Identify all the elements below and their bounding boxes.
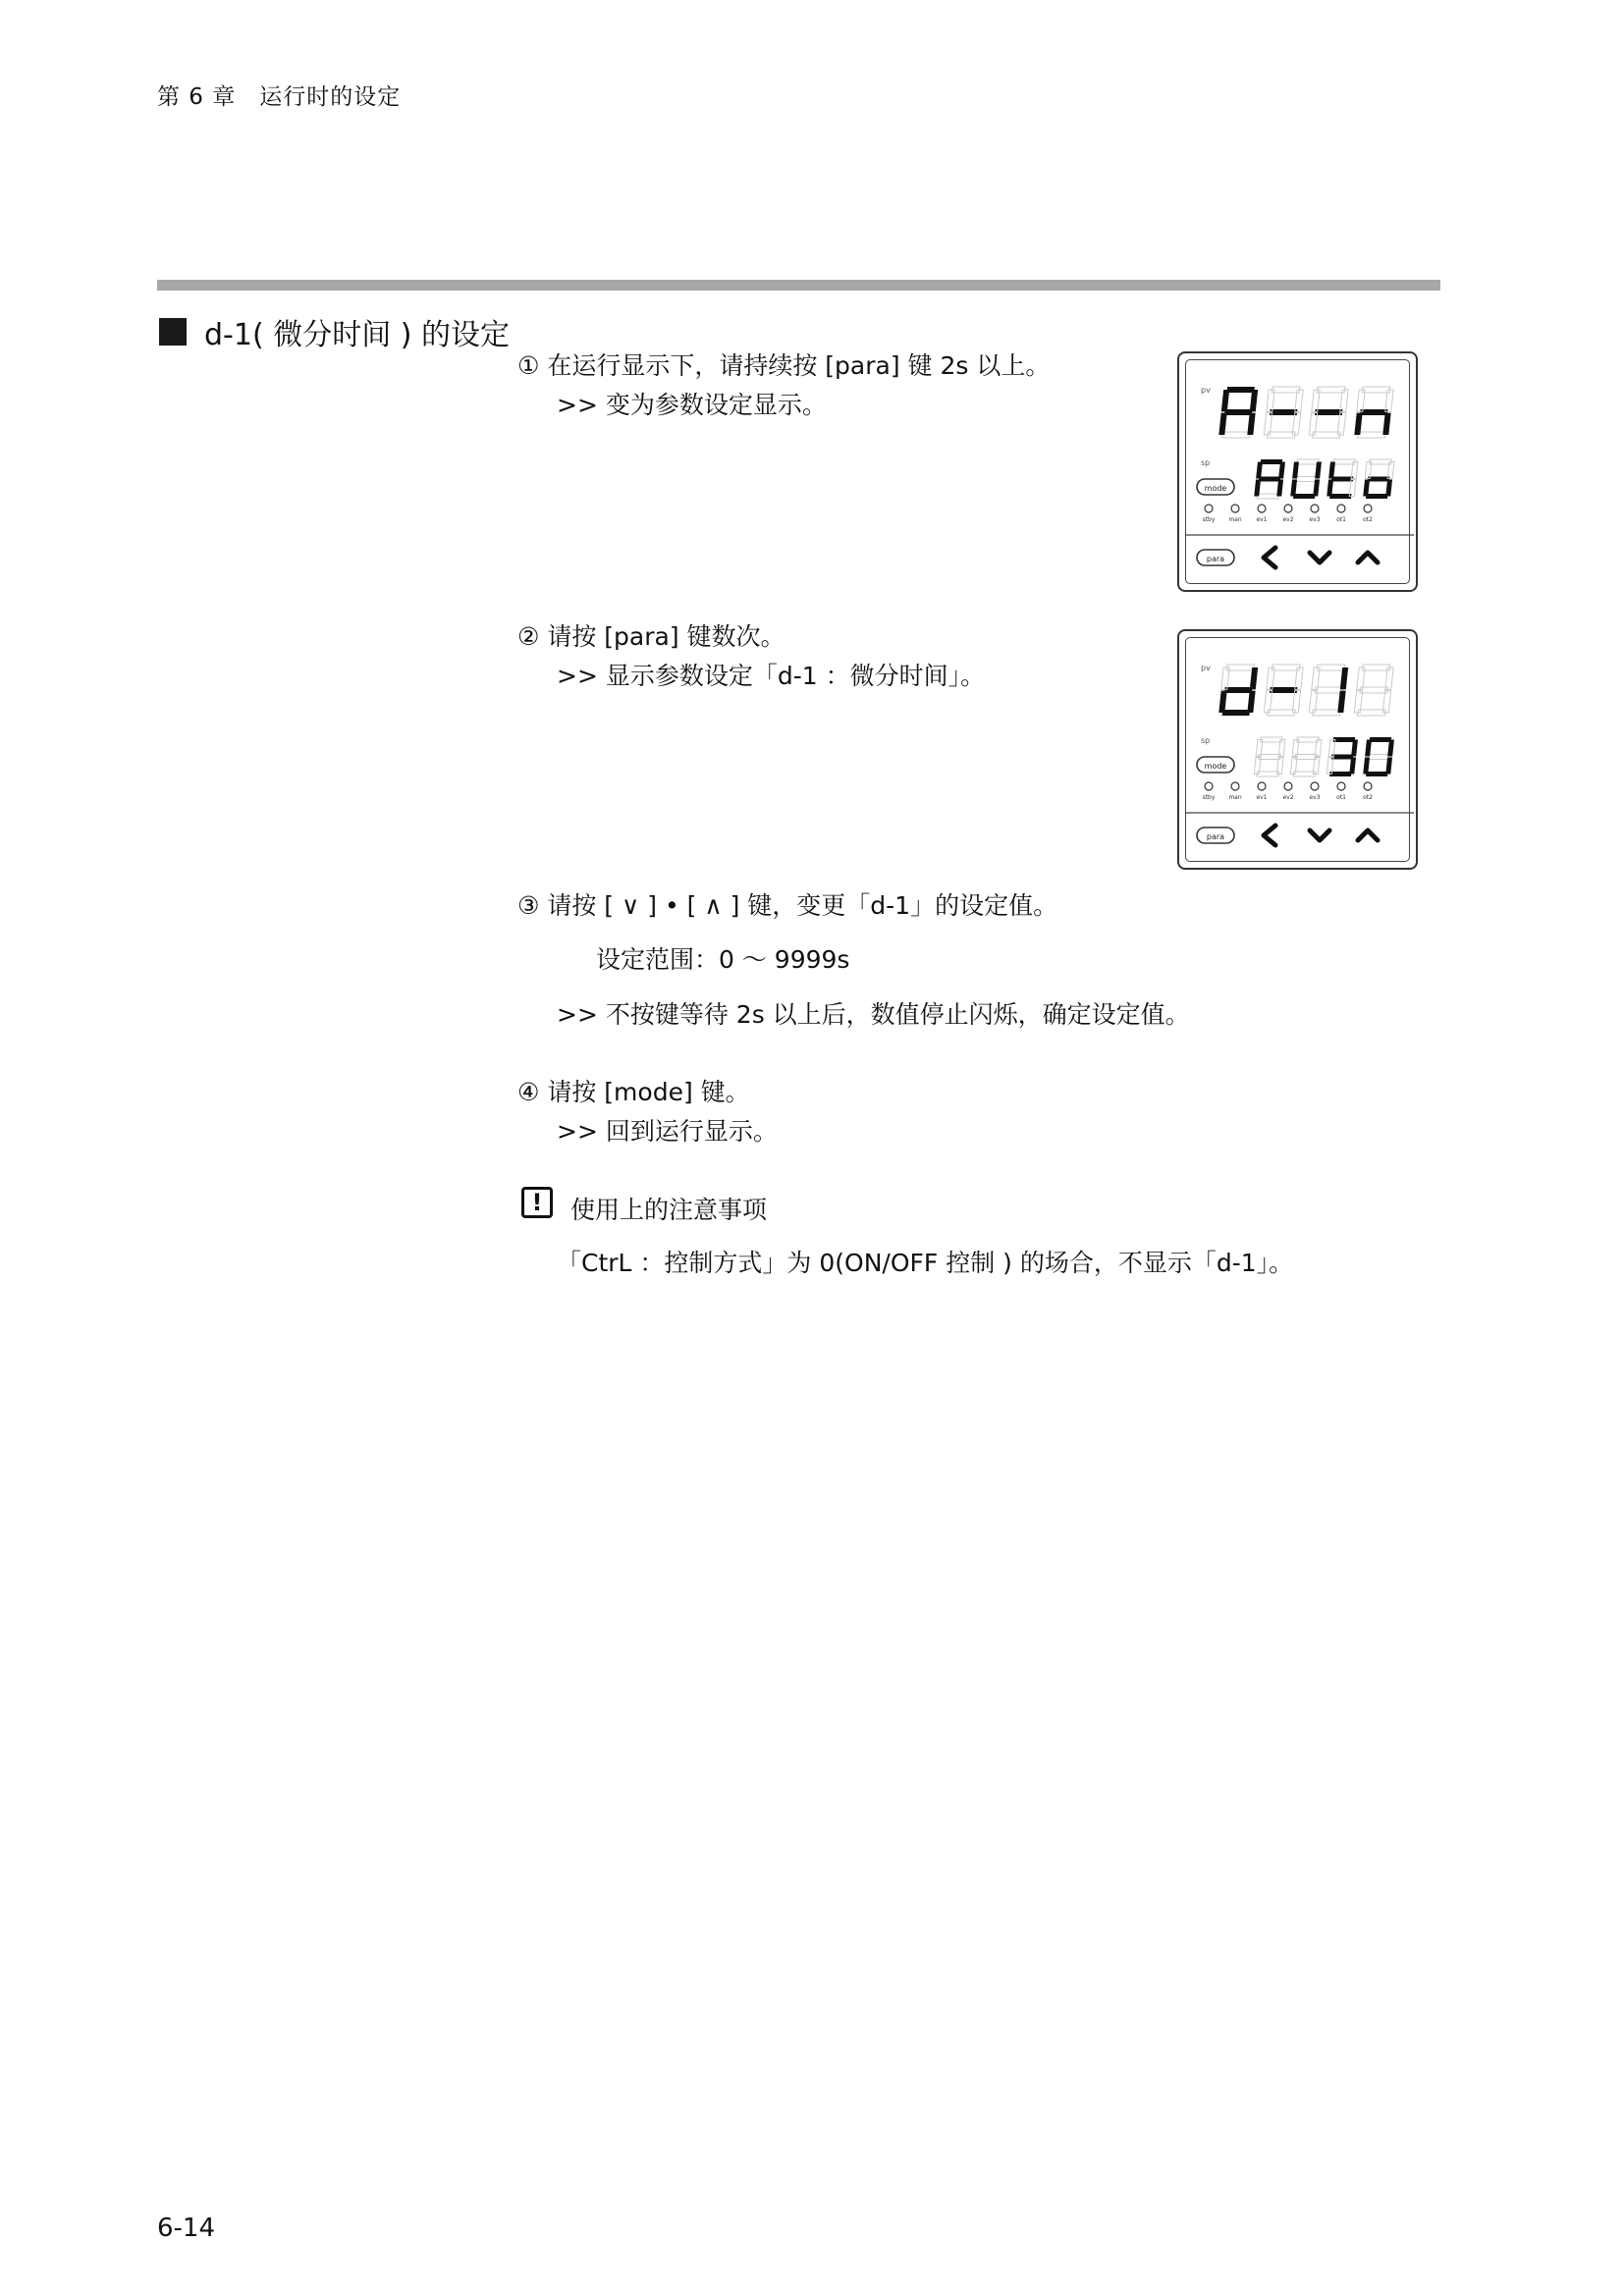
seven-segment: [1272, 665, 1299, 670]
para-button-label: para: [1206, 555, 1225, 563]
seven-segment: [1247, 413, 1255, 435]
seven-segment: [1226, 387, 1254, 393]
step-1-text: ① 在运行显示下，请持续按 [para] 键 2s 以上。: [517, 351, 1051, 380]
step-1-result: >> 变为参数设定显示。: [557, 391, 827, 419]
para-button-label: para: [1206, 832, 1225, 841]
step-3-result: >> 不按键等待 2s 以上后，数值停止闪烁，确定设定值。: [557, 1000, 1190, 1029]
seven-segment: [1385, 758, 1392, 774]
seven-segment: [1333, 737, 1356, 742]
seven-segment: [1292, 462, 1299, 479]
seven-segment: [1387, 740, 1394, 757]
pv-display: [1218, 665, 1393, 716]
page-number: 6-14: [157, 2214, 216, 2243]
seven-segment: [1315, 687, 1342, 693]
section-divider: [157, 280, 1440, 291]
status-led-icon: [1258, 505, 1266, 512]
seven-segment: [1360, 687, 1387, 693]
seven-segment: [1218, 691, 1226, 713]
up-key-icon[interactable]: [1358, 553, 1378, 562]
seven-segment: [1331, 477, 1354, 482]
seven-segment: [1297, 459, 1320, 464]
status-led-label: stby: [1202, 794, 1216, 801]
status-led-label: ev2: [1282, 516, 1294, 523]
seven-segment: [1270, 409, 1297, 415]
seven-segment: [1250, 390, 1258, 411]
step-2-result: >> 显示参数设定「d-1 ：微分时间」。: [557, 662, 986, 690]
seven-segment: [1382, 413, 1390, 435]
seven-segment: [1295, 755, 1318, 760]
down-key-icon[interactable]: [1310, 553, 1329, 562]
step-4-text: ④ 请按 [mode] 键。: [517, 1078, 750, 1106]
seven-segment: [1351, 740, 1358, 757]
left-key-icon[interactable]: [1264, 548, 1275, 567]
status-led-label: ot2: [1363, 794, 1373, 801]
status-led-label: ot1: [1336, 516, 1346, 523]
seven-segment: [1331, 755, 1354, 760]
pv-label: pv: [1201, 386, 1211, 395]
seven-segment: [1368, 477, 1390, 482]
seven-segment: [1259, 755, 1281, 760]
seven-segment: [1362, 665, 1389, 670]
seven-segment: [1224, 409, 1252, 415]
section-title: [159, 310, 510, 353]
seven-segment: [1349, 758, 1356, 774]
notice-title: 使用上的注意事项: [570, 1196, 768, 1224]
seven-segment: [1259, 477, 1281, 482]
status-led-icon: [1284, 505, 1292, 512]
up-key-icon[interactable]: [1358, 830, 1378, 840]
seven-segment: [1297, 737, 1320, 742]
status-led-icon: [1364, 505, 1372, 512]
status-led-label: ev2: [1282, 794, 1294, 801]
status-led-icon: [1337, 505, 1345, 512]
seven-segment: [1366, 494, 1388, 499]
seven-segment: [1358, 432, 1385, 438]
seven-segment: [1276, 480, 1283, 497]
section-title-text: d-1( 微分时间 ) 的设定: [204, 318, 510, 352]
seven-segment: [1317, 665, 1344, 670]
step-3-range: 设定范围：0 ～ 9999s: [596, 945, 850, 974]
controller-panel-2: [1177, 629, 1418, 870]
seven-segment: [1333, 459, 1356, 464]
seven-segment: [1257, 772, 1279, 776]
seven-segment: [1329, 494, 1352, 499]
status-leds: [1203, 782, 1374, 801]
seven-segment: [1247, 691, 1255, 713]
seven-segment: [1222, 710, 1250, 716]
seven-segment: [1268, 432, 1295, 438]
seven-segment: [1363, 480, 1370, 497]
status-led-label: stby: [1202, 516, 1216, 523]
seven-segment: [1268, 710, 1295, 716]
status-led-icon: [1205, 505, 1213, 512]
seven-segment: [1328, 740, 1335, 757]
seven-segment: [1313, 432, 1340, 438]
seven-segment: [1224, 687, 1252, 693]
down-key-icon[interactable]: [1310, 830, 1329, 840]
status-led-icon: [1284, 782, 1292, 790]
seven-segment: [1290, 480, 1297, 497]
exclamation-box-icon: !: [521, 1187, 553, 1218]
status-led-label: ev1: [1256, 516, 1268, 523]
seven-segment: [1313, 480, 1320, 497]
seven-segment: [1328, 462, 1335, 479]
seven-segment: [1315, 409, 1342, 415]
seven-segment: [1222, 432, 1250, 438]
seven-segment: [1363, 758, 1370, 774]
step-3-text: ③ 请按 [ ∨ ] • [ ∧ ] 键，变更「d-1」的设定值。: [517, 891, 1058, 920]
seven-segment: [1349, 480, 1356, 497]
seven-segment: [1366, 772, 1388, 776]
status-led-label: ev3: [1309, 794, 1321, 801]
mode-button-label: mode: [1204, 484, 1227, 493]
seven-segment: [1365, 740, 1372, 757]
status-led-icon: [1231, 505, 1239, 512]
mode-button-label: mode: [1204, 762, 1227, 771]
seven-segment: [1317, 387, 1344, 393]
sp-display: [1254, 737, 1394, 776]
seven-segment: [1261, 737, 1283, 742]
seven-segment: [1221, 390, 1229, 411]
step-4-result: >> 回到运行显示。: [557, 1117, 778, 1146]
seven-segment: [1370, 459, 1392, 464]
seven-segment: [1261, 459, 1283, 464]
square-bullet-icon: [159, 318, 187, 346]
seven-segment: [1385, 480, 1392, 497]
seven-segment: [1313, 710, 1340, 716]
status-leds: [1203, 505, 1374, 523]
seven-segment: [1368, 755, 1390, 760]
status-led-icon: [1231, 782, 1239, 790]
sp-label: sp: [1201, 736, 1211, 745]
status-led-icon: [1311, 782, 1319, 790]
seven-segment: [1256, 462, 1263, 479]
status-led-icon: [1364, 782, 1372, 790]
status-led-icon: [1337, 782, 1345, 790]
seven-segment: [1362, 387, 1389, 393]
seven-segment: [1295, 477, 1318, 482]
seven-segment: [1360, 409, 1387, 415]
notice-text: 「CtrL ：控制方式」为 0(ON/OFF 控制 ) 的场合，不显示「d-1」。: [557, 1249, 1294, 1277]
seven-segment: [1272, 387, 1299, 393]
seven-segment: [1329, 772, 1352, 776]
status-led-icon: [1258, 782, 1266, 790]
controller-panel-1: [1177, 351, 1418, 592]
seven-segment: [1326, 758, 1333, 774]
seven-segment: [1293, 494, 1316, 499]
seven-segment: [1293, 772, 1316, 776]
seven-segment: [1257, 494, 1279, 499]
seven-segment: [1337, 691, 1345, 713]
sp-display: [1254, 459, 1394, 499]
status-led-icon: [1205, 782, 1213, 790]
status-led-label: ot1: [1336, 794, 1346, 801]
seven-segment: [1226, 665, 1254, 670]
chapter-header: 第 6 章 运行时的设定: [157, 84, 402, 110]
status-led-label: man: [1228, 516, 1242, 523]
seven-segment: [1326, 480, 1333, 497]
status-led-label: ev3: [1309, 516, 1321, 523]
seven-segment: [1370, 737, 1392, 742]
status-led-label: ev1: [1256, 794, 1268, 801]
step-2-text: ② 请按 [para] 键数次。: [517, 622, 785, 651]
left-key-icon[interactable]: [1264, 826, 1275, 845]
status-led-label: ot2: [1363, 516, 1373, 523]
status-led-icon: [1311, 505, 1319, 512]
pv-display: [1218, 387, 1393, 438]
seven-segment: [1358, 710, 1385, 716]
seven-segment: [1270, 687, 1297, 693]
sp-label: sp: [1201, 458, 1211, 467]
pv-label: pv: [1201, 664, 1211, 672]
seven-segment: [1278, 462, 1285, 479]
status-led-label: man: [1228, 794, 1242, 801]
